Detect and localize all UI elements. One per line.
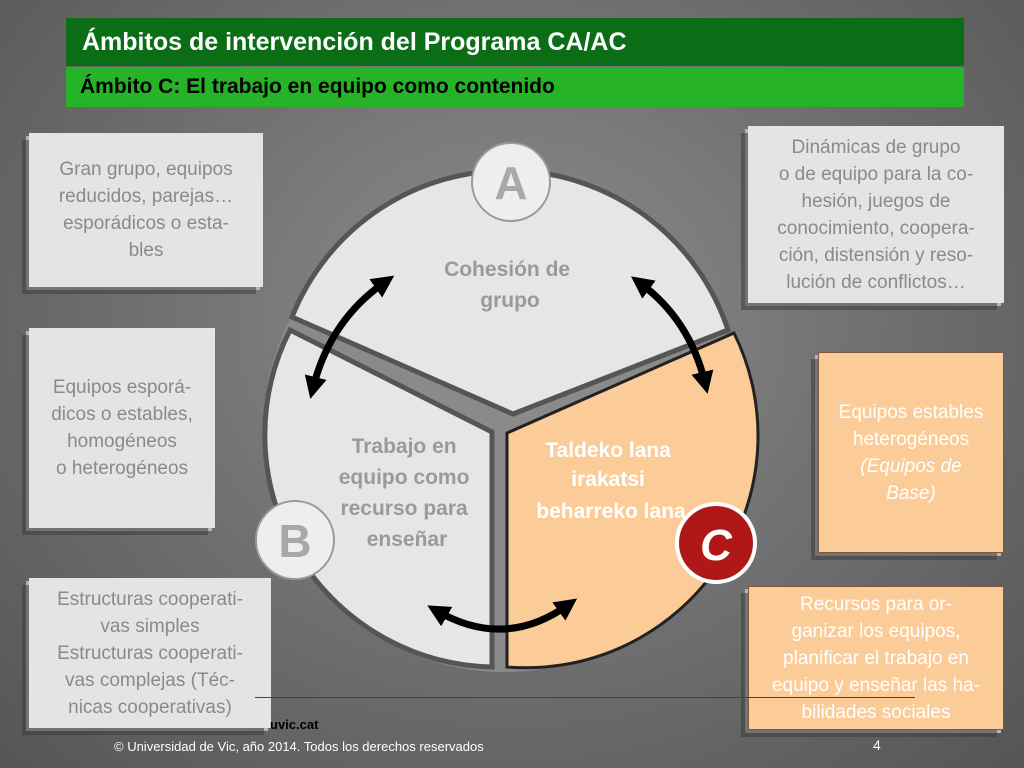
badge-a <box>472 143 550 221</box>
svg-text:C: C <box>700 521 732 570</box>
box-cooperative-structures: Estructuras cooperati- vas simples Estructuras cooperati- vas complejas (Téc- nicas cooperativas) <box>29 578 271 728</box>
badge-b <box>256 501 334 579</box>
sector-a-label: Cohesión de grupo <box>444 258 571 312</box>
slide-subtitle: Ámbito C: El trabajo en equipo como contenido <box>66 67 964 107</box>
sector-c-label: Taldeko lana irakatsi beharreko lana <box>536 439 686 523</box>
box-group-dynamics: Dinámicas de grupo o de equipo para la co- hesión, juegos de conocimiento, coopera- ción, distensión y reso- lución de conflictos… <box>748 126 1004 303</box>
svg-text:B: B <box>278 515 312 567</box>
slide-title: Ámbitos de intervención del Programa CA/AC <box>66 18 964 66</box>
sector-b-label: Trabajo en equipo como recurso para enseñar <box>338 435 470 551</box>
base-teams-text: Equipos estables heterogéneos <box>838 401 984 450</box>
page-number: 4 <box>873 737 881 753</box>
box-team-resources: Recursos para or- ganizar los equipos, planificar el trabajo en equipo y enseñar las ha- bilidades sociales <box>748 586 1004 730</box>
box-team-types: Gran grupo, equipos reducidos, parejas… esporádicos o esta- bles <box>29 133 263 287</box>
svg-text:A: A <box>494 157 528 209</box>
badge-c <box>677 504 755 582</box>
box-team-composition: Equipos esporá- dicos o estables, homogéneos o heterogéneos <box>29 328 215 528</box>
footer-url[interactable]: uvic.cat <box>270 717 319 732</box>
base-teams-note: (Equipos de Base) <box>860 455 962 504</box>
footer-divider <box>255 697 915 698</box>
footer-copyright: © Universidad de Vic, año 2014. Todos los derechos reservados <box>114 739 484 754</box>
box-base-teams <box>818 352 1004 553</box>
